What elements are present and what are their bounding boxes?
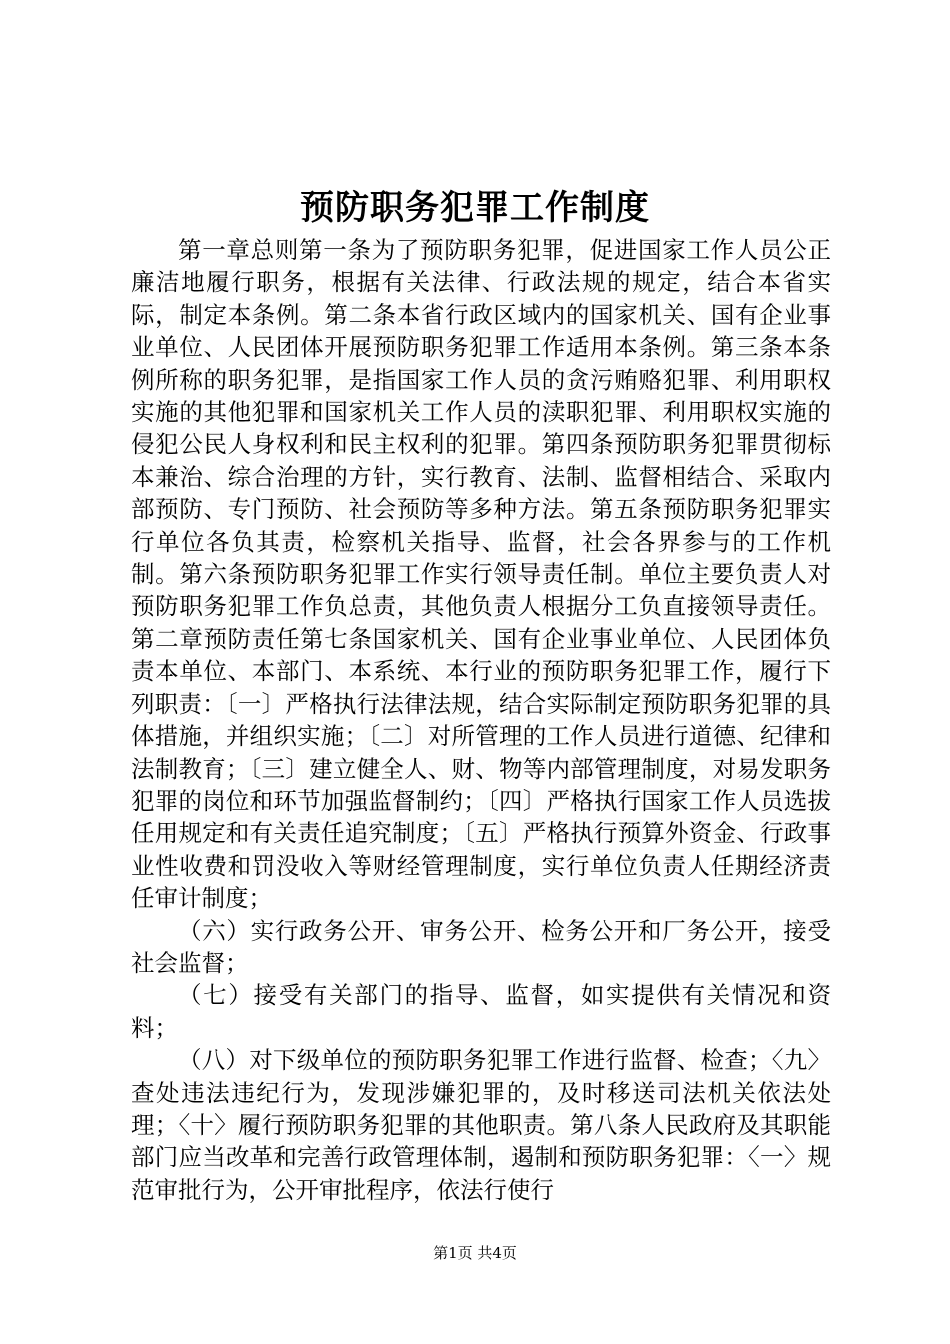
paragraph: （六）实行政务公开、审务公开、检务公开和厂务公开，接受社会监督； — [131, 916, 831, 977]
document-title: 预防职务犯罪工作制度 — [300, 188, 650, 228]
paragraph: （八）对下级单位的预防职务犯罪工作进行监督、检查；〈九〉查处违法违纪行为，发现涉嫌犯罪的，及时移送司法机关依法处理；〈十〉履行预防职务犯罪的其他职责。第八条人民政府及其职能部门应当改革和完善行政管理体制，遏制和预防职务犯罪：〈一〉规范审批行为，公开审批程序，依法行使行 — [131, 1046, 831, 1204]
paragraph: 第一章总则第一条为了预防职务犯罪，促进国家工作人员公正廉洁地履行职务，根据有关法律、行政法规的规定，结合本省实际，制定本条例。第二条本省行政区域内的国家机关、国有企业事业单位、人民团体开展预防职务犯罪工作适用本条例。第三条本条例所称的职务犯罪，是指国家工作人员的贪污贿赂犯罪、利用职权实施的其他犯罪和国家机关工作人员的渎职犯罪、利用职权实施的侵犯公民人身权利和民主权利的犯罪。第四条预防职务犯罪贯彻标本兼治、综合治理的方针，实行教育、法制、监督相结合、采取内部预防、专门预防、社会预防等多种方法。第五条预防职务犯罪实行单位各负其责，检察机关指导、监督，社会各界参与的工作机制。第六条预防职务犯罪工作实行领导责任制。单位主要负责人对预防职务犯罪工作负总责，其他负责人根据分工负直接领导责任。第二章预防责任第七条国家机关、国有企业事业单位、人民团体负责本单位、本部门、本系统、本行业的预防职务犯罪工作，履行下列职责：〔一〕严格执行法律法规，结合实际制定预防职务犯罪的具体措施，并组织实施；〔二〕对所管理的工作人员进行道德、纪律和法制教育；〔三〕建立健全人、财、物等内部管理制度，对易发职务犯罪的岗位和环节加强监督制约；〔四〕严格执行国家工作人员选拔任用规定和有关责任追究制度；〔五〕严格执行预算外资金、行政事业性收费和罚没收入等财经管理制度，实行单位负责人任期经济责任审计制度； — [131, 236, 831, 913]
paragraph: （七）接受有关部门的指导、监督，如实提供有关情况和资料； — [131, 981, 831, 1042]
page-number: 第1页 共4页 — [433, 1244, 517, 1262]
document-body — [131, 234, 831, 1206]
